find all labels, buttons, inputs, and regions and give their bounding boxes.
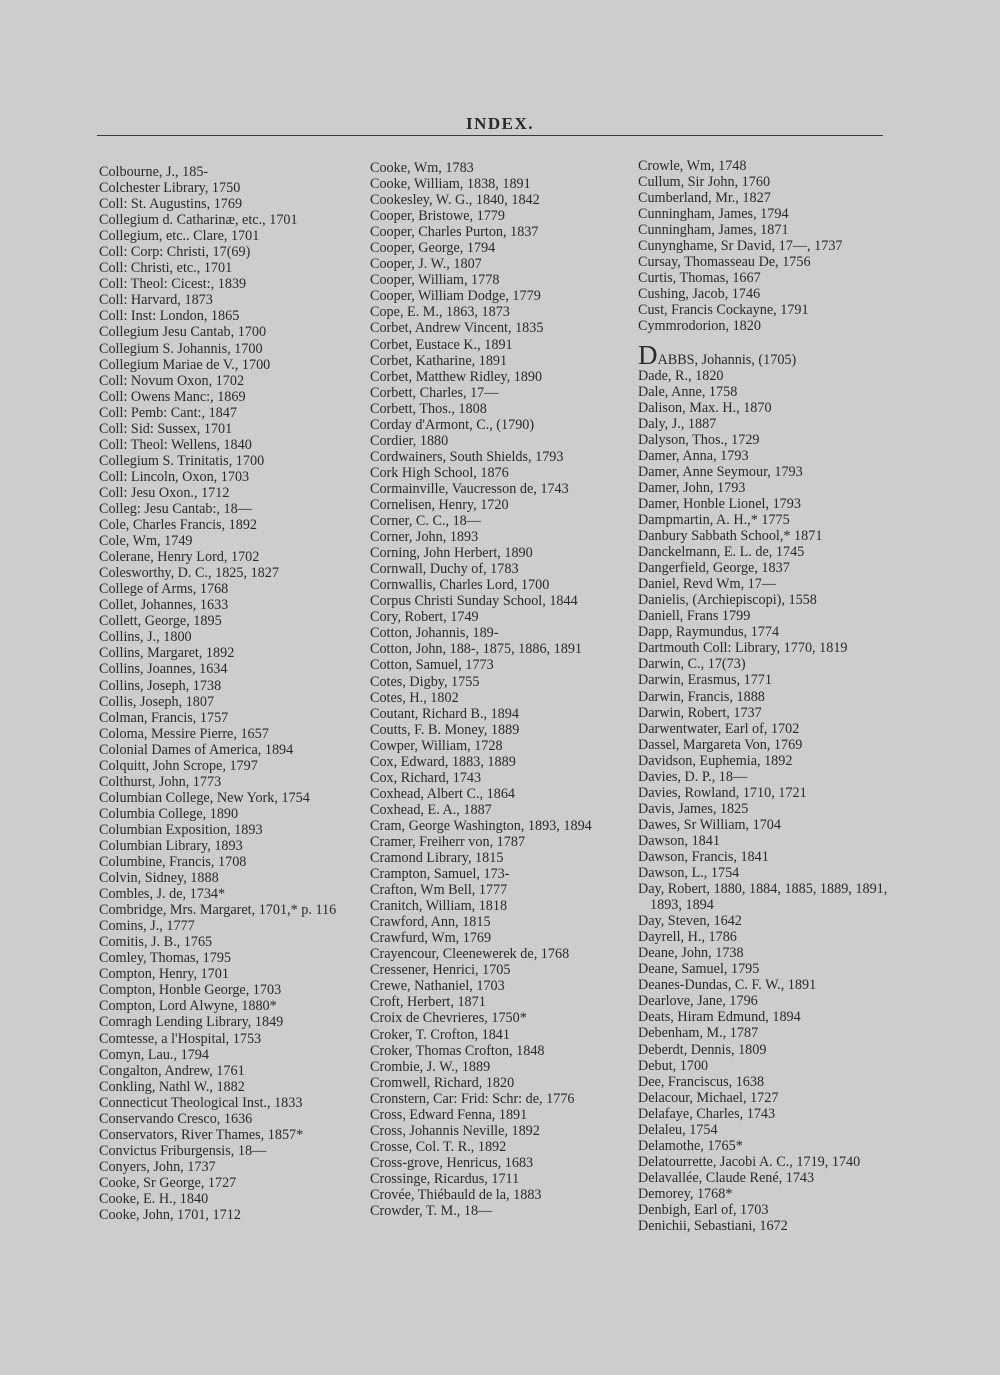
index-column-3 [638, 158, 913, 1234]
index-entry: Cooke, E. H., 1840 [99, 1191, 209, 1207]
index-entry: Dassel, Margareta Von, 1769 [638, 736, 803, 753]
index-entry: Cumberland, Mr., 1827 [638, 190, 771, 207]
index-entry: Cooper, J. W., 1807 [370, 256, 482, 273]
index-entry: Collins, Margaret, 1892 [99, 645, 235, 662]
index-entry: Colerane, Henry Lord, 1702 [99, 549, 260, 566]
index-entry: Cox, Edward, 1883, 1889 [370, 753, 516, 770]
index-entry: Crawford, Ann, 1815 [370, 914, 491, 931]
index-entry: Dearlove, Jane, 1796 [638, 993, 758, 1010]
index-entry: Crombie, J. W., 1889 [370, 1058, 491, 1075]
index-entry: Collegium, etc.. Clare, 1701 [99, 228, 260, 245]
index-entry: Colbourne, J., 185- [99, 164, 209, 180]
index-entry: Cornwallis, Charles Lord, 1700 [370, 577, 550, 594]
index-entry: Columbian College, New York, 1754 [99, 789, 310, 806]
index-entry: Coll: Sid: Sussex, 1701 [99, 420, 233, 437]
index-entry: Connecticut Theological Inst., 1833 [99, 1094, 303, 1111]
index-entry: Darwin, Francis, 1888 [638, 688, 765, 705]
index-entry: Cornelisen, Henry, 1720 [370, 496, 509, 513]
index-entry: Coxhead, E. A., 1887 [370, 801, 492, 818]
index-entry: Cunningham, James, 1794 [638, 206, 789, 223]
index-entry: Danielis, (Archiepiscopi), 1558 [638, 592, 817, 609]
index-entry: Cooper, William Dodge, 1779 [370, 288, 541, 305]
index-column-1 [99, 164, 374, 1223]
index-entry: Collegium d. Catharinæ, etc., 1701 [99, 212, 298, 229]
index-entry: Cross, Johannis Neville, 1892 [370, 1122, 540, 1139]
index-entry: Coll: Theol: Cicest:, 1839 [99, 276, 247, 293]
index-entry: Cullum, Sir John, 1760 [638, 174, 771, 191]
index-entry: Davies, Rowland, 1710, 1721 [638, 784, 807, 801]
index-entry: Cotes, H., 1802 [370, 689, 459, 706]
index-entry: Cooke, Sr George, 1727 [99, 1174, 237, 1191]
index-entry: Comitis, J. B., 1765 [99, 934, 213, 951]
index-entry: Croker, T. Crofton, 1841 [370, 1026, 510, 1043]
index-column-3-c-entries [638, 158, 913, 335]
index-entry: Delacour, Michael, 1727 [638, 1089, 779, 1106]
index-entry: Cordwainers, South Shields, 1793 [370, 448, 564, 465]
index-entry: Columbian Library, 1893 [99, 837, 243, 854]
index-entry: Conservando Cresco, 1636 [99, 1110, 253, 1127]
index-entry: Cust, Francis Cockayne, 1791 [638, 302, 809, 319]
index-entry: Congalton, Andrew, 1761 [99, 1062, 245, 1079]
index-entry: Cotes, Digby, 1755 [370, 673, 480, 690]
index-entry: Dartmouth Coll: Library, 1770, 1819 [638, 640, 848, 657]
index-entry: Cross-grove, Henricus, 1683 [370, 1154, 534, 1171]
index-entry: Coxhead, Albert C., 1864 [370, 785, 516, 802]
index-entry: Cooper, George, 1794 [370, 240, 496, 257]
index-entry: Crewe, Nathaniel, 1703 [370, 978, 505, 995]
index-entry: Cranitch, William, 1818 [370, 898, 508, 915]
index-entry: Crowder, T. M., 18— [370, 1203, 493, 1220]
index-entry: Collins, J., 1800 [99, 629, 192, 646]
index-entry: Delavallée, Claude René, 1743 [638, 1169, 815, 1186]
index-entry: Crafton, Wm Bell, 1777 [370, 882, 508, 899]
index-entry: Combridge, Mrs. Margaret, 1701,* p. 116 [99, 902, 337, 919]
index-entry: Columbine, Francis, 1708 [99, 854, 247, 871]
index-entry: Day, Steven, 1642 [638, 913, 742, 930]
index-entry: Coll: Corp: Christi, 17(69) [99, 244, 251, 261]
index-entry: Dayrell, H., 1786 [638, 929, 737, 946]
index-entry: Colvin, Sidney, 1888 [99, 870, 219, 887]
index-entry: Colquitt, John Scrope, 1797 [99, 757, 258, 774]
index-entry: Collins, Joseph, 1738 [99, 677, 222, 694]
index-entry: Collins, Joannes, 1634 [99, 661, 228, 678]
index-entry: Collett, George, 1895 [99, 613, 222, 630]
index-entry: Comyn, Lau., 1794 [99, 1046, 209, 1063]
index-entry: Cushing, Jacob, 1746 [638, 286, 761, 303]
index-entry: Cork High School, 1876 [370, 464, 509, 481]
index-entry: Cooper, William, 1778 [370, 272, 500, 289]
index-entry: Colonial Dames of America, 1894 [99, 741, 294, 758]
index-entry: Delafaye, Charles, 1743 [638, 1105, 776, 1122]
index-entry: Crossinge, Ricardus, 1711 [370, 1170, 520, 1187]
index-entry: Cressener, Henrici, 1705 [370, 962, 511, 979]
index-entry: Corbet, Katharine, 1891 [370, 352, 508, 369]
index-entry: Deanes-Dundas, C. F. W., 1891 [638, 977, 817, 994]
index-entry: Coll: Christi, etc., 1701 [99, 260, 233, 277]
index-entry: Cooke, William, 1838, 1891 [370, 176, 531, 193]
index-entry: Corbett, Charles, 17— [370, 384, 499, 401]
index-entry: Daniel, Revd Wm, 17— [638, 576, 777, 593]
index-entry: Cunningham, James, 1871 [638, 222, 789, 239]
index-entry: Damer, Anne Seymour, 1793 [638, 463, 803, 480]
index-entry: Collegium S. Johannis, 1700 [99, 340, 263, 357]
index-entry: Coll: Pemb: Cant:, 1847 [99, 404, 237, 421]
index-entry: Croft, Herbert, 1871 [370, 994, 486, 1011]
title-rule [97, 135, 883, 136]
index-entry: Corday d'Armont, C., (1790) [370, 416, 535, 433]
index-entry: Cormainville, Vaucresson de, 1743 [370, 480, 569, 497]
index-entry: Croix de Chevrieres, 1750* [370, 1010, 527, 1027]
index-entry: Demorey, 1768* [638, 1185, 733, 1202]
index-entry: Coll: St. Augustins, 1769 [99, 196, 243, 213]
index-entry: Crosse, Col. T. R., 1892 [370, 1138, 507, 1155]
index-entry: Cramond Library, 1815 [370, 850, 504, 867]
index-entry: Dapp, Raymundus, 1774 [638, 624, 780, 641]
index-entry: Dee, Franciscus, 1638 [638, 1073, 765, 1090]
index-entry: Croker, Thomas Crofton, 1848 [370, 1042, 545, 1059]
index-entry: Damer, Honble Lionel, 1793 [638, 495, 801, 512]
index-entry: Columbian Exposition, 1893 [99, 821, 263, 838]
dropcap-entry-text: ABBS, Johannis, (1705) [657, 351, 797, 368]
index-entry: Collet, Johannes, 1633 [99, 597, 229, 614]
page-title: INDEX. [465, 114, 535, 133]
index-entry: Corbet, Andrew Vincent, 1835 [370, 320, 544, 337]
index-entry: Coll: Harvard, 1873 [99, 292, 213, 309]
index-entry: Compton, Henry, 1701 [99, 966, 229, 983]
index-entry: Dawes, Sr William, 1704 [638, 816, 781, 833]
index-entry: Compton, Lord Alwyne, 1880* [99, 998, 277, 1015]
index-entry: Delamothe, 1765* [638, 1137, 743, 1154]
index-entry: Coll: Inst: London, 1865 [99, 308, 240, 325]
index-entry: Dawson, L., 1754 [638, 865, 740, 882]
index-entry: Cooke, John, 1701, 1712 [99, 1207, 241, 1224]
index-entry: Cotton, Samuel, 1773 [370, 657, 494, 674]
index-entry: Cooper, Charles Purton, 1837 [370, 224, 539, 241]
index-entry: Colthurst, John, 1773 [99, 773, 222, 790]
index-entry: Corpus Christi Sunday School, 1844 [370, 593, 578, 610]
index-entry: Corbet, Matthew Ridley, 1890 [370, 368, 543, 385]
index-entry: Colleg: Jesu Cantab:, 18— [99, 500, 252, 517]
index-entry: Cope, E. M., 1863, 1873 [370, 304, 510, 321]
index-entry: Cursay, Thomasseau De, 1756 [638, 254, 811, 271]
index-entry: Cotton, Johannis, 189- [370, 625, 499, 642]
index-entry: Collegium Jesu Cantab, 1700 [99, 324, 267, 341]
index-entry: Cross, Edward Fenna, 1891 [370, 1106, 528, 1123]
index-entry: Conservators, River Thames, 1857* [99, 1126, 304, 1143]
index-entry: Darwin, Robert, 1737 [638, 704, 762, 721]
index-entry: Crayencour, Cleenewerek de, 1768 [370, 946, 570, 963]
index-entry: Cornwall, Duchy of, 1783 [370, 561, 519, 578]
index-entry: Dawson, 1841 [638, 832, 720, 849]
index-entry: Conyers, John, 1737 [99, 1158, 216, 1175]
index-entry: Combles, J. de, 1734* [99, 886, 226, 903]
index-entry: Debenham, M., 1787 [638, 1025, 759, 1042]
index-entry: Delaleu, 1754 [638, 1121, 718, 1138]
index-entry: Cymmrodorion, 1820 [638, 318, 761, 335]
index-entry: Crovée, Thiébauld de la, 1883 [370, 1187, 542, 1203]
index-entry: Crowle, Wm, 1748 [638, 158, 747, 174]
index-entry: Curtis, Thomas, 1667 [638, 270, 761, 287]
index-entry: Dawson, Francis, 1841 [638, 848, 769, 865]
index-entry: Conkling, Nathl W., 1882 [99, 1078, 245, 1095]
index-entry: Coll: Owens Manc:, 1869 [99, 388, 246, 405]
index-entry: Collegium S. Trinitatis, 1700 [99, 452, 265, 469]
index-entry: Colesworthy, D. C., 1825, 1827 [99, 565, 279, 582]
index-entry: Cookesley, W. G., 1840, 1842 [370, 192, 540, 209]
index-entry: Crampton, Samuel, 173- [370, 866, 510, 883]
index-entry: Dade, R., 1820 [638, 367, 724, 384]
index-entry: Danbury Sabbath School,* 1871 [638, 528, 823, 545]
dropcap-letter: D [638, 339, 658, 370]
index-entry: Columbia College, 1890 [99, 805, 239, 822]
index-entry: Comtesse, a l'Hospital, 1753 [99, 1030, 262, 1047]
index-entry: Corbett, Thos., 1808 [370, 400, 487, 417]
index-entry: Darwin, Erasmus, 1771 [638, 672, 772, 689]
index-entry: Deane, John, 1738 [638, 945, 744, 962]
index-entry: Cunynghame, Sr David, 17—, 1737 [638, 238, 843, 255]
index-entry: Corner, C. C., 18— [370, 513, 481, 530]
index-entry: Coll: Theol: Wellens, 1840 [99, 436, 252, 453]
index-entry: Cory, Robert, 1749 [370, 609, 479, 626]
index-entry: Colchester Library, 1750 [99, 180, 241, 197]
index-entry: Deane, Samuel, 1795 [638, 961, 760, 978]
index-entry-dropcap [638, 339, 913, 370]
index-entry: Cooper, Bristowe, 1779 [370, 208, 505, 225]
index-entry: Corning, John Herbert, 1890 [370, 545, 533, 562]
index-entry: Debut, 1700 [638, 1057, 709, 1074]
index-entry: Cronstern, Car: Frid: Schr: de, 1776 [370, 1090, 575, 1107]
index-entry: Dalyson, Thos., 1729 [638, 431, 760, 448]
index-entry: Cooke, Wm, 1783 [370, 160, 474, 176]
index-entry: Davies, D. P., 18— [638, 768, 748, 785]
index-entry: Dampmartin, A. H.,* 1775 [638, 511, 790, 528]
index-entry: Daly, J., 1887 [638, 415, 717, 432]
index-entry: Darwentwater, Earl of, 1702 [638, 720, 800, 737]
index-column-3-d-entries [638, 368, 913, 1235]
index-entry: Coll: Lincoln, Oxon, 1703 [99, 468, 250, 485]
index-entry: Comins, J., 1777 [99, 918, 195, 935]
index-entry: Corner, John, 1893 [370, 529, 479, 546]
index-entry: Davis, James, 1825 [638, 800, 749, 817]
index-entry: Denichii, Sebastiani, 1672 [638, 1218, 788, 1235]
index-entry: Cram, George Washington, 1893, 1894 [370, 817, 592, 834]
index-entry: Delatourrette, Jacobi A. C., 1719, 1740 [638, 1153, 861, 1170]
index-entry: Collis, Joseph, 1807 [99, 693, 215, 710]
index-entry: Coutant, Richard B., 1894 [370, 705, 519, 722]
index-entry: Deberdt, Dennis, 1809 [638, 1041, 767, 1058]
index-entry: Cowper, William, 1728 [370, 737, 503, 754]
index-column-2 [370, 160, 645, 1219]
index-entry: Cromwell, Richard, 1820 [370, 1074, 515, 1091]
index-entry: Daniell, Frans 1799 [638, 608, 751, 625]
index-entry: Coll: Novum Oxon, 1702 [99, 372, 245, 389]
index-entry: Dale, Anne, 1758 [638, 383, 738, 400]
index-entry: Darwin, C., 17(73) [638, 656, 746, 673]
index-entry: Cramer, Freiherr von, 1787 [370, 833, 526, 850]
index-entry: Compton, Honble George, 1703 [99, 982, 282, 999]
index-entry: Cotton, John, 188-, 1875, 1886, 1891 [370, 641, 583, 658]
index-entry: Coloma, Messire Pierre, 1657 [99, 725, 269, 742]
index-entry: Crawfurd, Wm, 1769 [370, 930, 492, 947]
index-entry: Day, Robert, 1880, 1884, 1885, 1889, 1891, 1893, 1894 [638, 881, 888, 914]
index-entry: Comley, Thomas, 1795 [99, 950, 232, 967]
index-entry: Cole, Wm, 1749 [99, 533, 193, 550]
index-entry: Denbigh, Earl of, 1703 [638, 1202, 769, 1218]
index-entry: Davidson, Euphemia, 1892 [638, 752, 793, 769]
index-entry: Cordier, 1880 [370, 432, 449, 449]
index-entry: Corbet, Eustace K., 1891 [370, 336, 513, 353]
index-entry: Collegium Mariae de V., 1700 [99, 356, 271, 373]
index-entry: Cox, Richard, 1743 [370, 769, 482, 786]
index-entry: Coutts, F. B. Money, 1889 [370, 721, 520, 738]
index-entry: Damer, Anna, 1793 [638, 447, 749, 464]
index-entry: Cole, Charles Francis, 1892 [99, 517, 258, 534]
index-entry: Coll: Jesu Oxon., 1712 [99, 484, 230, 501]
index-entry: Colman, Francis, 1757 [99, 709, 229, 726]
index-entry: Convictus Friburgensis, 18— [99, 1142, 267, 1159]
index-entry: Damer, John, 1793 [638, 479, 746, 496]
index-entry: Dangerfield, George, 1837 [638, 560, 790, 577]
index-entry: Danckelmann, E. L. de, 1745 [638, 544, 805, 561]
index-entry: Deats, Hiram Edmund, 1894 [638, 1009, 801, 1026]
index-entry: College of Arms, 1768 [99, 581, 229, 598]
index-entry: Comragh Lending Library, 1849 [99, 1014, 284, 1031]
index-entry: Dalison, Max. H., 1870 [638, 399, 772, 416]
